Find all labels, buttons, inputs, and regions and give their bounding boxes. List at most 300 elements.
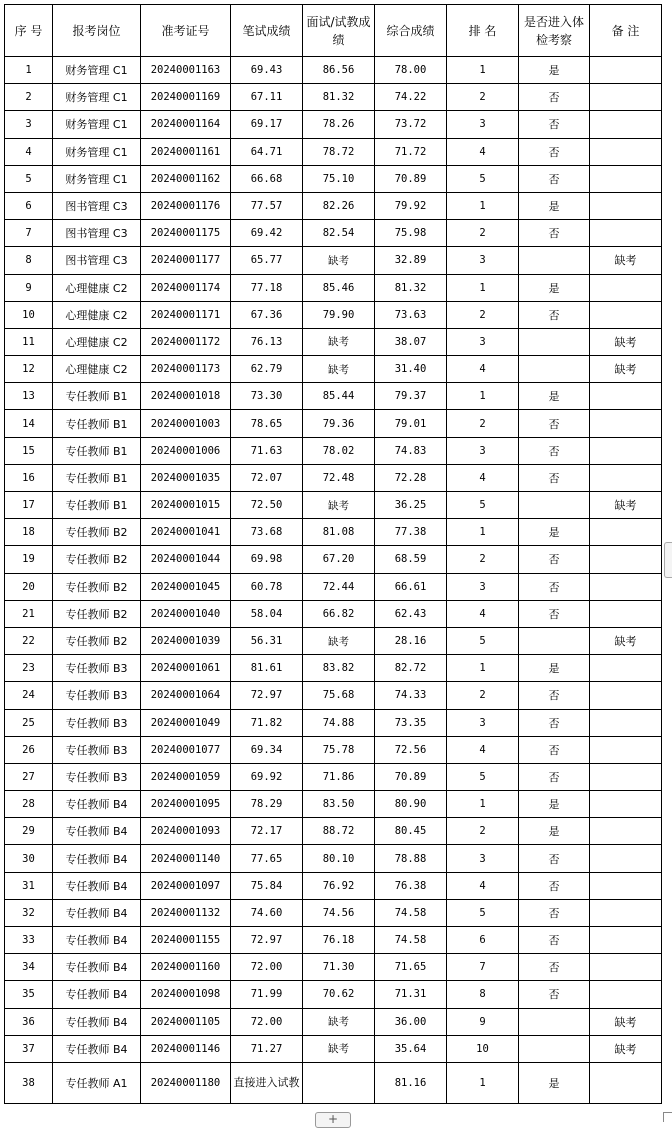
table-row xyxy=(5,57,662,84)
cell-written-score: 58.04 xyxy=(231,600,303,627)
table-row xyxy=(5,546,662,573)
cell-rank: 3 xyxy=(447,709,519,736)
cell-interview-score: 67.20 xyxy=(303,546,375,573)
header-remarks: 备 注 xyxy=(590,5,662,57)
cell-remarks xyxy=(590,845,662,872)
table-row xyxy=(5,954,662,981)
cell-written-score: 71.82 xyxy=(231,709,303,736)
cell-total-score: 31.40 xyxy=(375,356,447,383)
cell-remarks: 缺考 xyxy=(590,1035,662,1062)
cell-written-score: 78.29 xyxy=(231,791,303,818)
cell-total-score: 82.72 xyxy=(375,655,447,682)
cell-ticket-number: 20240001061 xyxy=(141,655,231,682)
cell-remarks xyxy=(590,220,662,247)
cell-physical-exam: 否 xyxy=(519,111,590,138)
cell-written-score: 67.36 xyxy=(231,301,303,328)
cell-ticket-number: 20240001140 xyxy=(141,845,231,872)
cell-physical-exam: 否 xyxy=(519,845,590,872)
cell-seq: 30 xyxy=(5,845,53,872)
cell-written-score: 72.00 xyxy=(231,954,303,981)
cell-rank: 2 xyxy=(447,84,519,111)
cell-rank: 4 xyxy=(447,600,519,627)
cell-rank: 3 xyxy=(447,111,519,138)
cell-physical-exam: 否 xyxy=(519,872,590,899)
cell-interview-score: 82.26 xyxy=(303,192,375,219)
cell-seq: 16 xyxy=(5,464,53,491)
cell-seq: 37 xyxy=(5,1035,53,1062)
cell-remarks xyxy=(590,872,662,899)
cell-position: 财务管理 C1 xyxy=(53,57,141,84)
cell-remarks xyxy=(590,600,662,627)
cell-seq: 23 xyxy=(5,655,53,682)
cell-physical-exam: 否 xyxy=(519,220,590,247)
cell-ticket-number: 20240001172 xyxy=(141,328,231,355)
cell-rank: 1 xyxy=(447,1062,519,1103)
cell-rank: 1 xyxy=(447,192,519,219)
cell-position: 图书管理 C3 xyxy=(53,247,141,274)
cell-ticket-number: 20240001064 xyxy=(141,682,231,709)
cell-seq: 1 xyxy=(5,57,53,84)
cell-position: 心理健康 C2 xyxy=(53,274,141,301)
header-total-score: 综合成绩 xyxy=(375,5,447,57)
table-row xyxy=(5,818,662,845)
cell-physical-exam: 否 xyxy=(519,954,590,981)
cell-total-score: 74.33 xyxy=(375,682,447,709)
cell-written-score: 72.17 xyxy=(231,818,303,845)
cell-total-score: 36.25 xyxy=(375,492,447,519)
cell-physical-exam xyxy=(519,1008,590,1035)
cell-ticket-number: 20240001003 xyxy=(141,410,231,437)
cell-position: 专任教师 B4 xyxy=(53,872,141,899)
table-row xyxy=(5,709,662,736)
cell-physical-exam: 否 xyxy=(519,437,590,464)
cell-rank: 2 xyxy=(447,220,519,247)
table-row xyxy=(5,845,662,872)
cell-seq: 20 xyxy=(5,573,53,600)
cell-rank: 3 xyxy=(447,573,519,600)
cell-ticket-number: 20240001040 xyxy=(141,600,231,627)
cell-seq: 24 xyxy=(5,682,53,709)
cell-interview-score: 83.82 xyxy=(303,655,375,682)
cell-total-score: 36.00 xyxy=(375,1008,447,1035)
cell-physical-exam: 否 xyxy=(519,899,590,926)
cell-physical-exam: 否 xyxy=(519,981,590,1008)
cell-total-score: 73.72 xyxy=(375,111,447,138)
cell-seq: 38 xyxy=(5,1062,53,1103)
cell-interview-score: 88.72 xyxy=(303,818,375,845)
cell-seq: 3 xyxy=(5,111,53,138)
cell-rank: 3 xyxy=(447,247,519,274)
cell-rank: 4 xyxy=(447,356,519,383)
cell-rank: 3 xyxy=(447,845,519,872)
cell-interview-score: 缺考 xyxy=(303,1008,375,1035)
cell-seq: 17 xyxy=(5,492,53,519)
cell-total-score: 73.63 xyxy=(375,301,447,328)
table-row xyxy=(5,328,662,355)
cell-remarks: 缺考 xyxy=(590,356,662,383)
header-written-score: 笔试成绩 xyxy=(231,5,303,57)
cell-total-score: 70.89 xyxy=(375,165,447,192)
cell-physical-exam xyxy=(519,247,590,274)
cell-rank: 3 xyxy=(447,328,519,355)
cell-seq: 12 xyxy=(5,356,53,383)
table-row xyxy=(5,682,662,709)
cell-physical-exam: 是 xyxy=(519,274,590,301)
cell-written-score: 69.98 xyxy=(231,546,303,573)
cell-total-score: 32.89 xyxy=(375,247,447,274)
cell-total-score: 72.56 xyxy=(375,736,447,763)
cell-ticket-number: 20240001039 xyxy=(141,627,231,654)
table-row xyxy=(5,84,662,111)
cell-ticket-number: 20240001155 xyxy=(141,927,231,954)
cell-written-score: 72.07 xyxy=(231,464,303,491)
cell-ticket-number: 20240001164 xyxy=(141,111,231,138)
cell-position: 财务管理 C1 xyxy=(53,111,141,138)
cell-seq: 31 xyxy=(5,872,53,899)
cell-physical-exam: 否 xyxy=(519,165,590,192)
cell-rank: 1 xyxy=(447,274,519,301)
cell-physical-exam: 否 xyxy=(519,763,590,790)
table-body xyxy=(5,57,662,1104)
cell-total-score: 78.00 xyxy=(375,57,447,84)
cell-position: 心理健康 C2 xyxy=(53,301,141,328)
cell-total-score: 74.58 xyxy=(375,899,447,926)
cell-physical-exam: 是 xyxy=(519,818,590,845)
cell-ticket-number: 20240001015 xyxy=(141,492,231,519)
cell-rank: 4 xyxy=(447,138,519,165)
cell-rank: 1 xyxy=(447,383,519,410)
cell-remarks xyxy=(590,709,662,736)
cell-interview-score: 80.10 xyxy=(303,845,375,872)
cell-seq: 32 xyxy=(5,899,53,926)
cell-total-score: 71.72 xyxy=(375,138,447,165)
cell-seq: 36 xyxy=(5,1008,53,1035)
table-row xyxy=(5,1035,662,1062)
table-row xyxy=(5,192,662,219)
cell-physical-exam: 否 xyxy=(519,84,590,111)
cell-interview-score: 缺考 xyxy=(303,356,375,383)
table-row xyxy=(5,301,662,328)
table-row xyxy=(5,165,662,192)
cell-seq: 27 xyxy=(5,763,53,790)
cell-position: 专任教师 B3 xyxy=(53,736,141,763)
cell-physical-exam: 是 xyxy=(519,1062,590,1103)
cell-seq: 10 xyxy=(5,301,53,328)
cell-seq: 18 xyxy=(5,519,53,546)
cell-remarks xyxy=(590,546,662,573)
cell-total-score: 75.98 xyxy=(375,220,447,247)
cell-rank: 2 xyxy=(447,818,519,845)
cell-total-score: 66.61 xyxy=(375,573,447,600)
cell-remarks: 缺考 xyxy=(590,627,662,654)
cell-interview-score: 78.72 xyxy=(303,138,375,165)
cell-ticket-number: 20240001162 xyxy=(141,165,231,192)
cell-ticket-number: 20240001097 xyxy=(141,872,231,899)
cell-written-score: 72.00 xyxy=(231,1008,303,1035)
cell-remarks xyxy=(590,138,662,165)
cell-physical-exam: 否 xyxy=(519,927,590,954)
cell-interview-score: 83.50 xyxy=(303,791,375,818)
cell-total-score: 71.65 xyxy=(375,954,447,981)
cell-interview-score: 78.02 xyxy=(303,437,375,464)
cell-written-score: 65.77 xyxy=(231,247,303,274)
cell-position: 专任教师 A1 xyxy=(53,1062,141,1103)
cell-physical-exam: 是 xyxy=(519,383,590,410)
cell-interview-score: 76.18 xyxy=(303,927,375,954)
cell-rank: 4 xyxy=(447,464,519,491)
header-ticket-number: 准考证号 xyxy=(141,5,231,57)
cell-ticket-number: 20240001093 xyxy=(141,818,231,845)
cell-interview-score: 81.32 xyxy=(303,84,375,111)
cell-seq: 34 xyxy=(5,954,53,981)
cell-ticket-number: 20240001098 xyxy=(141,981,231,1008)
cell-interview-score: 75.68 xyxy=(303,682,375,709)
score-table xyxy=(4,4,662,1104)
cell-interview-score: 71.30 xyxy=(303,954,375,981)
cell-written-score: 72.97 xyxy=(231,682,303,709)
cell-position: 专任教师 B2 xyxy=(53,600,141,627)
cell-total-score: 68.59 xyxy=(375,546,447,573)
cell-total-score: 74.58 xyxy=(375,927,447,954)
cell-seq: 14 xyxy=(5,410,53,437)
cell-ticket-number: 20240001177 xyxy=(141,247,231,274)
table-row xyxy=(5,655,662,682)
cell-total-score: 80.90 xyxy=(375,791,447,818)
cell-position: 专任教师 B4 xyxy=(53,981,141,1008)
cell-position: 专任教师 B3 xyxy=(53,709,141,736)
cell-interview-score: 71.86 xyxy=(303,763,375,790)
cell-rank: 1 xyxy=(447,57,519,84)
cell-rank: 2 xyxy=(447,682,519,709)
cell-physical-exam: 否 xyxy=(519,573,590,600)
cell-total-score: 62.43 xyxy=(375,600,447,627)
cell-written-score: 72.50 xyxy=(231,492,303,519)
table-row xyxy=(5,410,662,437)
cell-interview-score: 79.90 xyxy=(303,301,375,328)
cell-rank: 1 xyxy=(447,791,519,818)
cell-ticket-number: 20240001161 xyxy=(141,138,231,165)
cell-total-score: 72.28 xyxy=(375,464,447,491)
table-row xyxy=(5,111,662,138)
cell-position: 专任教师 B1 xyxy=(53,410,141,437)
cell-written-score: 72.97 xyxy=(231,927,303,954)
cell-remarks xyxy=(590,899,662,926)
cell-total-score: 70.89 xyxy=(375,763,447,790)
cell-rank: 2 xyxy=(447,301,519,328)
table-row xyxy=(5,1062,662,1103)
cell-ticket-number: 20240001049 xyxy=(141,709,231,736)
cell-interview-score: 缺考 xyxy=(303,1035,375,1062)
cell-written-score: 69.92 xyxy=(231,763,303,790)
cell-written-score: 81.61 xyxy=(231,655,303,682)
cell-physical-exam xyxy=(519,492,590,519)
cell-seq: 11 xyxy=(5,328,53,355)
cell-rank: 6 xyxy=(447,927,519,954)
cell-position: 专任教师 B4 xyxy=(53,1035,141,1062)
cell-total-score: 79.37 xyxy=(375,383,447,410)
cell-position: 专任教师 B3 xyxy=(53,763,141,790)
cell-seq: 28 xyxy=(5,791,53,818)
cell-rank: 2 xyxy=(447,410,519,437)
cell-total-score: 74.83 xyxy=(375,437,447,464)
cell-total-score: 74.22 xyxy=(375,84,447,111)
cell-written-score: 77.57 xyxy=(231,192,303,219)
cell-position: 专任教师 B4 xyxy=(53,927,141,954)
cell-ticket-number: 20240001095 xyxy=(141,791,231,818)
table-row xyxy=(5,791,662,818)
header-row xyxy=(5,5,662,57)
cell-total-score: 35.64 xyxy=(375,1035,447,1062)
cell-interview-score: 74.56 xyxy=(303,899,375,926)
cell-seq: 26 xyxy=(5,736,53,763)
add-sheet-button[interactable]: + xyxy=(315,1112,351,1128)
cell-remarks: 缺考 xyxy=(590,328,662,355)
cell-rank: 3 xyxy=(447,437,519,464)
cell-remarks xyxy=(590,655,662,682)
sheet-side-handle-icon[interactable] xyxy=(664,542,672,578)
cell-physical-exam xyxy=(519,1035,590,1062)
cell-position: 专任教师 B2 xyxy=(53,519,141,546)
cell-seq: 8 xyxy=(5,247,53,274)
cell-interview-score: 72.44 xyxy=(303,573,375,600)
cell-ticket-number: 20240001044 xyxy=(141,546,231,573)
cell-ticket-number: 20240001171 xyxy=(141,301,231,328)
cell-interview-score: 缺考 xyxy=(303,627,375,654)
cell-written-score: 71.99 xyxy=(231,981,303,1008)
cell-interview-score: 76.92 xyxy=(303,872,375,899)
header-interview-score: 面试/试教成绩 xyxy=(303,5,375,57)
cell-position: 专任教师 B4 xyxy=(53,1008,141,1035)
cell-position: 专任教师 B1 xyxy=(53,383,141,410)
header-seq: 序 号 xyxy=(5,5,53,57)
cell-total-score: 28.16 xyxy=(375,627,447,654)
cell-physical-exam: 是 xyxy=(519,57,590,84)
cell-ticket-number: 20240001163 xyxy=(141,57,231,84)
cell-written-score: 直接进入试教 xyxy=(231,1062,303,1103)
cell-position: 专任教师 B4 xyxy=(53,899,141,926)
cell-physical-exam xyxy=(519,328,590,355)
table-row xyxy=(5,1008,662,1035)
header-physical-exam: 是否进入体检考察 xyxy=(519,5,590,57)
cell-ticket-number: 20240001175 xyxy=(141,220,231,247)
cell-ticket-number: 20240001045 xyxy=(141,573,231,600)
cell-written-score: 62.79 xyxy=(231,356,303,383)
cell-ticket-number: 20240001174 xyxy=(141,274,231,301)
table-row xyxy=(5,383,662,410)
cell-position: 财务管理 C1 xyxy=(53,138,141,165)
cell-rank: 2 xyxy=(447,546,519,573)
table-row xyxy=(5,600,662,627)
table-row xyxy=(5,274,662,301)
table-row xyxy=(5,220,662,247)
table-row xyxy=(5,356,662,383)
cell-remarks xyxy=(590,519,662,546)
cell-written-score: 66.68 xyxy=(231,165,303,192)
cell-rank: 10 xyxy=(447,1035,519,1062)
cell-physical-exam: 是 xyxy=(519,655,590,682)
cell-position: 专任教师 B2 xyxy=(53,627,141,654)
cell-ticket-number: 20240001035 xyxy=(141,464,231,491)
cell-rank: 5 xyxy=(447,627,519,654)
cell-total-score: 81.32 xyxy=(375,274,447,301)
cell-remarks xyxy=(590,818,662,845)
cell-ticket-number: 20240001059 xyxy=(141,763,231,790)
cell-interview-score: 86.56 xyxy=(303,57,375,84)
cell-written-score: 67.11 xyxy=(231,84,303,111)
table-row xyxy=(5,927,662,954)
cell-physical-exam: 是 xyxy=(519,791,590,818)
cell-rank: 4 xyxy=(447,736,519,763)
cell-physical-exam: 否 xyxy=(519,709,590,736)
cell-rank: 5 xyxy=(447,165,519,192)
cell-seq: 33 xyxy=(5,927,53,954)
cell-ticket-number: 20240001146 xyxy=(141,1035,231,1062)
cell-rank: 7 xyxy=(447,954,519,981)
cell-position: 专任教师 B4 xyxy=(53,845,141,872)
table-row xyxy=(5,627,662,654)
cell-interview-score: 缺考 xyxy=(303,247,375,274)
cell-position: 专任教师 B3 xyxy=(53,682,141,709)
cell-ticket-number: 20240001041 xyxy=(141,519,231,546)
cell-interview-score: 缺考 xyxy=(303,492,375,519)
cell-remarks xyxy=(590,165,662,192)
cell-position: 心理健康 C2 xyxy=(53,356,141,383)
cell-ticket-number: 20240001105 xyxy=(141,1008,231,1035)
cell-remarks: 缺考 xyxy=(590,1008,662,1035)
cell-written-score: 69.42 xyxy=(231,220,303,247)
cell-seq: 4 xyxy=(5,138,53,165)
cell-written-score: 78.65 xyxy=(231,410,303,437)
cell-total-score: 76.38 xyxy=(375,872,447,899)
cell-position: 专任教师 B3 xyxy=(53,655,141,682)
cell-written-score: 73.68 xyxy=(231,519,303,546)
cell-ticket-number: 20240001180 xyxy=(141,1062,231,1103)
cell-total-score: 78.88 xyxy=(375,845,447,872)
cell-total-score: 38.07 xyxy=(375,328,447,355)
table-row xyxy=(5,138,662,165)
cell-position: 财务管理 C1 xyxy=(53,84,141,111)
cell-seq: 19 xyxy=(5,546,53,573)
cell-seq: 5 xyxy=(5,165,53,192)
header-rank: 排 名 xyxy=(447,5,519,57)
cell-seq: 29 xyxy=(5,818,53,845)
cell-interview-score: 81.08 xyxy=(303,519,375,546)
cell-remarks xyxy=(590,274,662,301)
cell-seq: 15 xyxy=(5,437,53,464)
cell-remarks xyxy=(590,57,662,84)
cell-rank: 4 xyxy=(447,872,519,899)
resize-corner-icon[interactable] xyxy=(663,1112,672,1122)
cell-physical-exam: 否 xyxy=(519,410,590,437)
cell-remarks xyxy=(590,1062,662,1103)
cell-interview-score: 75.78 xyxy=(303,736,375,763)
cell-position: 专任教师 B2 xyxy=(53,573,141,600)
table-row xyxy=(5,573,662,600)
table-row xyxy=(5,519,662,546)
cell-interview-score: 75.10 xyxy=(303,165,375,192)
cell-ticket-number: 20240001169 xyxy=(141,84,231,111)
cell-remarks xyxy=(590,954,662,981)
cell-remarks: 缺考 xyxy=(590,247,662,274)
cell-position: 专任教师 B1 xyxy=(53,492,141,519)
cell-written-score: 73.30 xyxy=(231,383,303,410)
table-row xyxy=(5,247,662,274)
cell-seq: 2 xyxy=(5,84,53,111)
cell-written-score: 69.43 xyxy=(231,57,303,84)
cell-remarks xyxy=(590,736,662,763)
cell-rank: 1 xyxy=(447,655,519,682)
cell-interview-score xyxy=(303,1062,375,1103)
